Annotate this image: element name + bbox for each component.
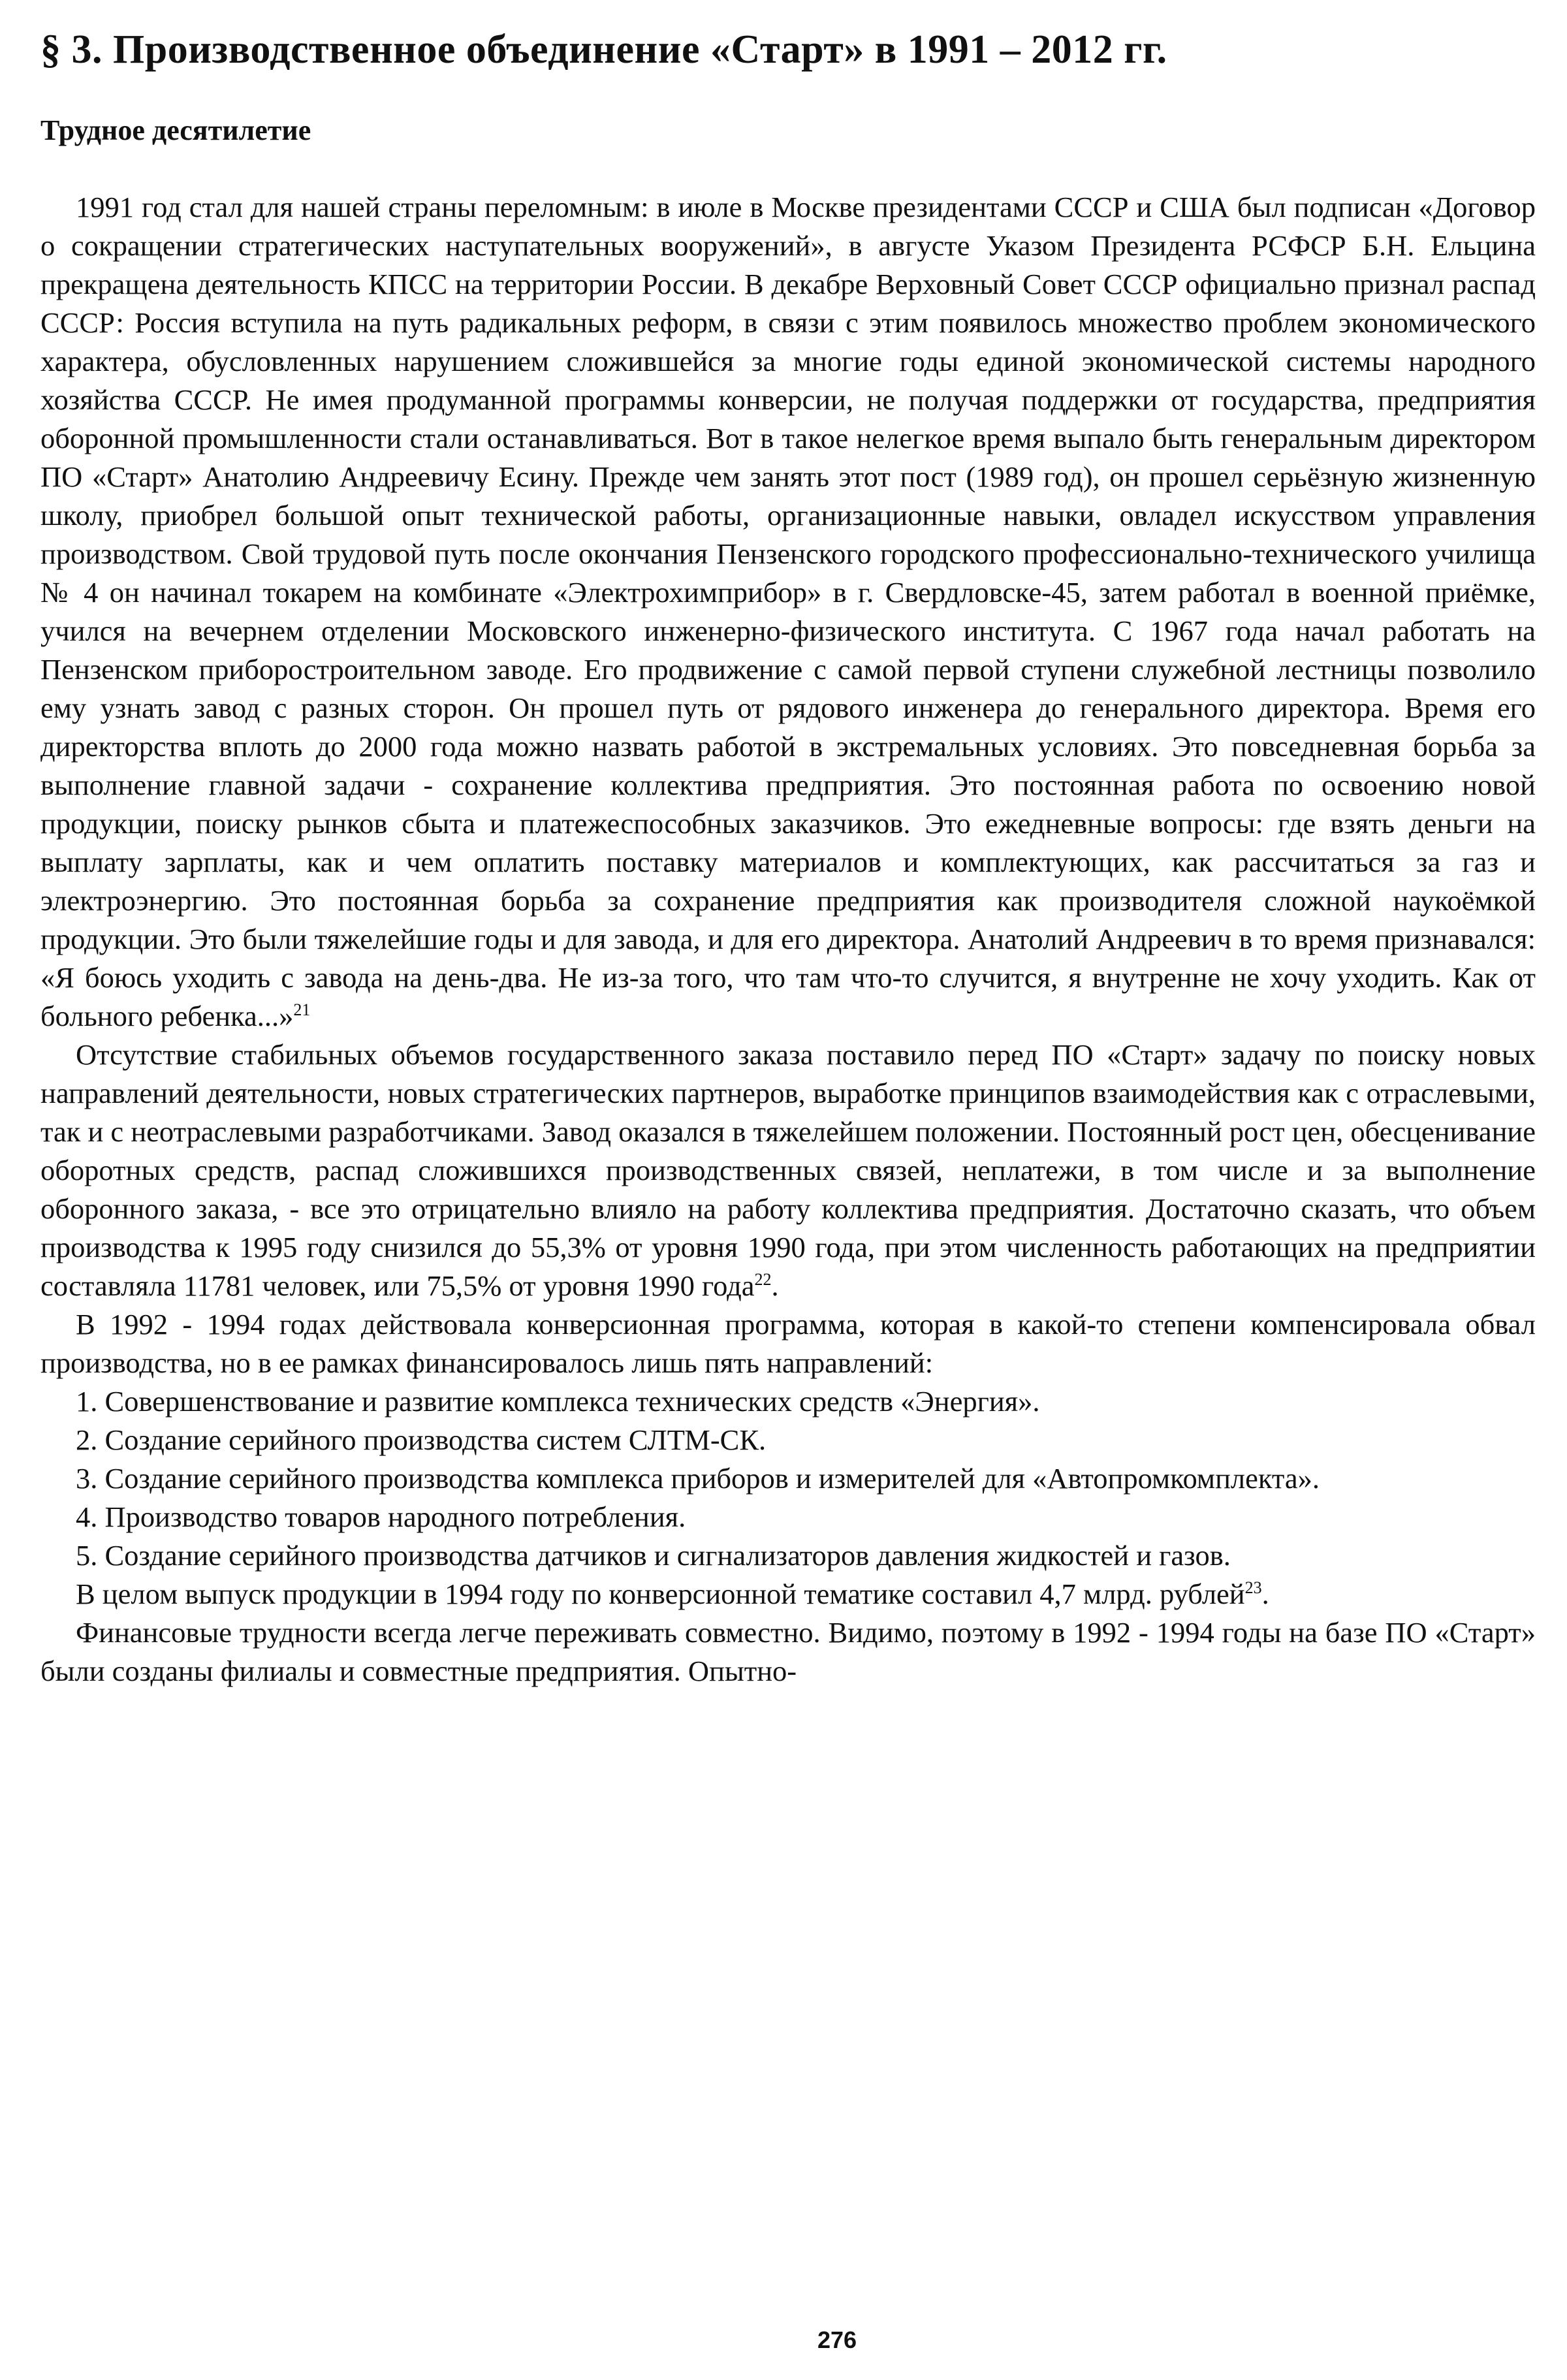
paragraph-4	[40, 1575, 1536, 1613]
paragraph-1	[40, 188, 1536, 1036]
footnote-ref-22: 22	[754, 1270, 772, 1290]
paragraph-1-text: 1991 год стал для нашей страны переломным: в июле в Москве президентами СССР и США был подписан «Договор о сокращении стратегических наступательных вооружений», в августе Указом Президента РСФСР Б.Н. Ельцина прекращена деятельность КПСС на территории России. В декабре Верховный Совет СССР официально признал распад СССР: Россия вступила на путь радикальных реформ, в связи с этим появилось множество проблем экономического характера, обусловленных нарушением сложившейся за многие годы единой экономической системы народного хозяйства СССР. Не имея продуманной программы конверсии, не получая поддержки от государства, предприятия оборонной промышленности стали останавливаться. Вот в такое нелегкое время выпало быть генеральным директором ПО «Старт» Анатолию Андреевичу Есину. Прежде чем занять этот пост (1989 год), он прошел серьёзную жизненную школу, приобрел большой опыт технической работы, организационные навыки, овладел искусством управления производством. Свой трудовой путь после окончания Пензенского городского профессионально-технического училища № 4 он начинал токарем на комбинате «Электрохимприбор» в г. Свердловске-45, затем работал в военной приёмке, учился на вечернем отделении Московского инженерно-физического института. С 1967 года начал работать на Пензенском приборостроительном заводе. Его продвижение с самой первой ступени служебной лестницы позволило ему узнать завод с разных сторон. Он прошел путь от рядового инженера до генерального директора. Время его директорства вплоть до 2000 года можно назвать работой в экстремальных условиях. Это повседневная борьба за выполнение главной задачи - сохранение коллектива предприятия. Это постоянная работа по освоению новой продукции, поиску рынков сбыта и платежеспособных заказчиков. Это ежедневные вопросы: где взять деньги на выплату зарплаты, как и чем оплатить поставку материалов и комплектующих, как рассчитаться за газ и электроэнергию. Это постоянная борьба за сохранение предприятия как производителя сложной наукоёмкой продукции. Это были тяжелейшие годы и для завода, и для его директора. Анатолий Андреевич в то время признавался: «Я боюсь уходить с завода на день-два. Не из-за того, что там что-то случится, я внутренне не хочу уходить. Как от больного ребенка...»	[40, 191, 1536, 1032]
list-item: 3. Создание серийного производства комплекса приборов и измерителей для «Автопромкомплекта».	[76, 1462, 1320, 1495]
footnote-ref-23: 23	[1244, 1578, 1262, 1598]
paragraph-2-tail: .	[771, 1269, 779, 1302]
document-page	[40, 0, 1536, 2380]
body-text	[40, 188, 1536, 1690]
paragraph-3	[40, 1305, 1536, 1382]
list-item: 4. Производство товаров народного потребления.	[76, 1500, 686, 1533]
list-item: 2. Создание серийного производства систем СЛТМ-СК.	[76, 1423, 767, 1456]
paragraph-2	[40, 1036, 1536, 1305]
list-item: 1. Совершенствование и развитие комплекса технических средств «Энергия».	[76, 1385, 1040, 1418]
paragraph-4-tail: .	[1261, 1578, 1269, 1610]
footnote-ref-21: 21	[293, 1000, 311, 1020]
paragraph-2-text: Отсутствие стабильных объемов государственного заказа поставило перед ПО «Старт» задачу по поиску новых направлений деятельности, новых стратегических партнеров, выработке принципов взаимодействия как с отраслевыми, так и с неотраслевыми разработчиками. Завод оказался в тяжелейшем положении. Постоянный рост цен, обесценивание оборотных средств, распад сложившихся производственных связей, неплатежи, в том числе и за выполнение оборонного заказа, - все это отрицательно влияло на работу коллектива предприятия. Достаточно сказать, что объем производства к 1995 году снизился до 55,3% от уровня 1990 года, при этом численность работающих на предприятии составляла 11781 человек, или 75,5% от уровня 1990 года	[40, 1038, 1536, 1302]
paragraph-3-text: В 1992 - 1994 годах действовала конверсионная программа, которая в какой-то степени компенсировала обвал производства, но в ее рамках финансировалось лишь пять направлений:	[40, 1308, 1536, 1379]
paragraph-5	[40, 1613, 1536, 1690]
paragraph-4-text: В целом выпуск продукции в 1994 году по конверсионной тематике составил 4,7 млрд. рублей	[76, 1578, 1245, 1610]
paragraph-5-text: Финансовые трудности всегда легче переживать совместно. Видимо, поэтому в 1992 - 1994 годы на базе ПО «Старт» были созданы филиалы и совместные предприятия. Опытно-	[40, 1616, 1536, 1687]
section-title: § 3. Производственное объединение «Старт» в 1991 – 2012 гг.	[40, 27, 1167, 72]
subtitle: Трудное десятилетие	[40, 114, 311, 146]
list-item: 5. Создание серийного производства датчиков и сигнализаторов давления жидкостей и газов.	[76, 1539, 1231, 1572]
page-number: 276	[817, 2326, 857, 2353]
